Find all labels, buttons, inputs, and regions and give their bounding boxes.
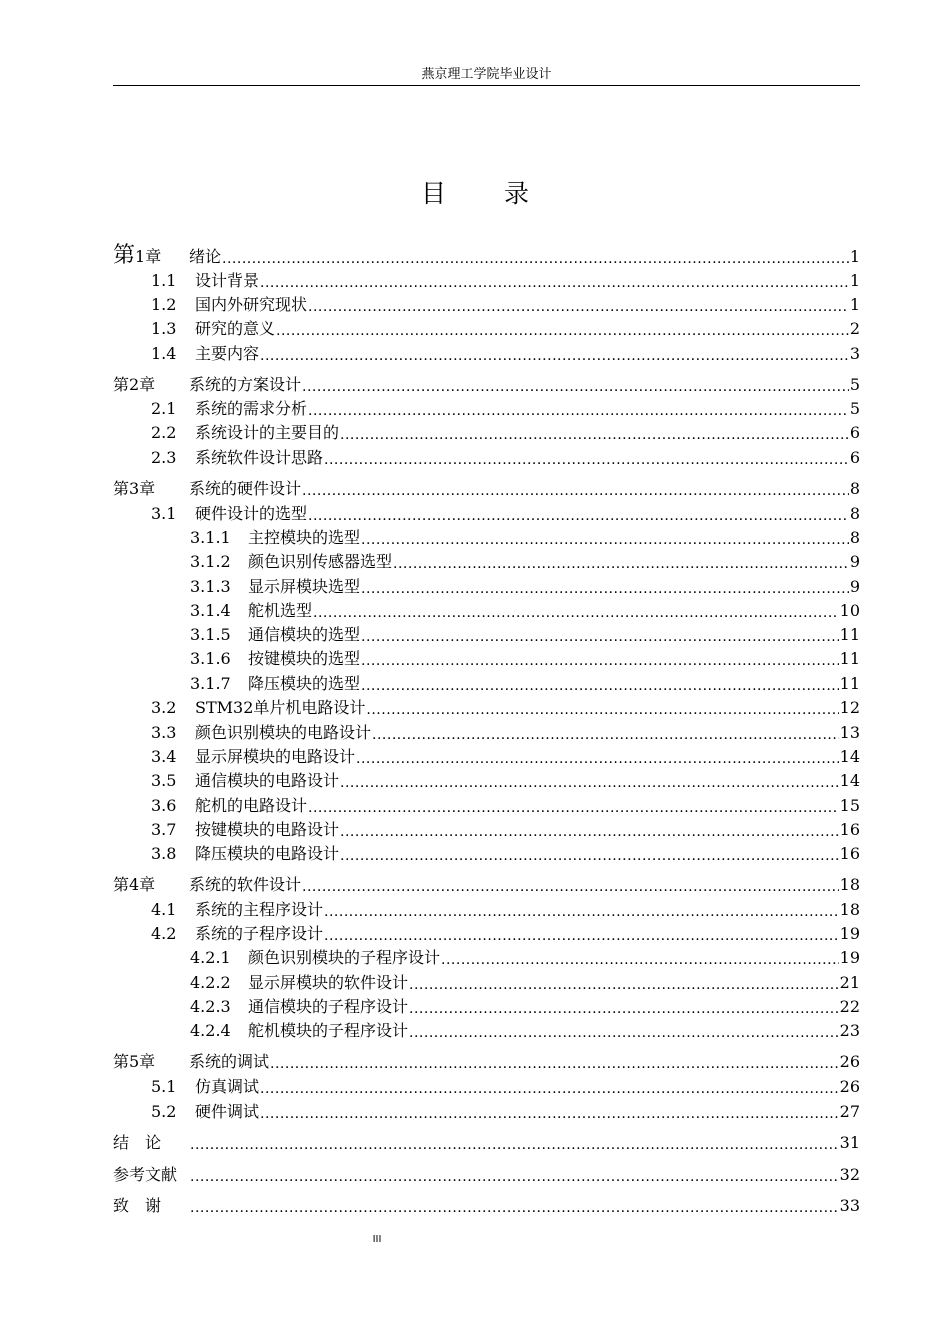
toc-entry-number: 5.1 [151,1077,177,1096]
toc-entry-page: 32 [839,1165,860,1184]
toc-entry[interactable] [113,577,860,597]
toc-entry-leader [340,844,839,864]
toc-entry-number-prefix: 第 [113,243,136,268]
toc-entry-leader [409,1021,839,1041]
toc-entry-number: 3.1.5 [190,625,231,644]
toc-entry[interactable] [113,448,860,468]
toc-entry-title: STM32单片机电路设计 [195,698,366,717]
toc-entry[interactable] [113,649,860,669]
toc-entry[interactable] [113,479,860,499]
toc-entry-leader [308,295,849,315]
toc-entry-leader [302,875,839,895]
toc-entry[interactable] [113,771,860,791]
toc-entry-page: 10 [839,601,860,620]
toc-entry-title: 显示屏模块的软件设计 [248,973,409,992]
toc-entry-title: 颜色识别模块的电路设计 [195,723,372,742]
toc-entry-number: 3.3 [151,723,177,742]
toc-entry-page: 27 [839,1102,860,1121]
toc-entry[interactable] [113,344,860,364]
toc-entry-leader [260,271,849,291]
toc-entry-leader [361,528,849,548]
toc-entry-leader [409,997,839,1017]
toc-entry-leader [260,344,849,364]
toc-entry[interactable] [113,973,860,993]
page-number: III [372,1234,382,1245]
toc-entry-leader [260,1077,839,1097]
toc-entry[interactable] [113,1102,860,1122]
toc-entry-page: 1 [849,247,860,266]
toc-entry-page: 3 [849,344,860,363]
toc-entry[interactable] [113,295,860,315]
toc-entry-number: 结 论 [113,1133,162,1152]
toc-entry-number: 4.2.4 [190,1021,231,1040]
toc-entry-title: 仿真调试 [195,1077,260,1096]
toc-entry-page: 5 [849,399,860,418]
toc-entry-leader [361,674,839,694]
toc-entry-page: 16 [839,820,860,839]
toc-entry-title: 通信模块的电路设计 [195,771,340,790]
toc-entry-title: 国内外研究现状 [195,295,308,314]
toc-entry-page: 8 [849,528,860,547]
toc-entry-title: 降压模块的选型 [248,674,361,693]
toc-entry-leader [372,723,839,743]
toc-entry-number [113,243,189,268]
toc-entry-page: 21 [839,973,860,992]
toc-entry-leader [340,771,839,791]
header-rule [113,85,860,86]
toc-entry-number: 4.2.1 [190,948,231,967]
toc-entry[interactable] [113,723,860,743]
toc-entry-number: 3.1.4 [190,601,231,620]
toc-entry-page: 9 [849,577,860,596]
toc-entry-title: 系统的硬件设计 [189,479,302,498]
toc-entry-page: 8 [849,504,860,523]
toc-entry-leader [308,504,849,524]
toc-entry[interactable] [113,1052,860,1072]
toc-entry-number: 3.1.2 [190,552,231,571]
toc-entry-leader [313,601,839,621]
toc-entry-page: 11 [839,625,860,644]
toc-entry-leader [324,448,849,468]
toc-entry-leader [324,900,839,920]
toc-entry[interactable] [113,900,860,920]
toc-entry-page: 1 [849,271,860,290]
toc-entry[interactable] [113,552,860,572]
toc-entry-page: 5 [849,375,860,394]
toc-entry-page: 18 [839,875,860,894]
toc-entry-leader [361,625,839,645]
toc-entry-leader [393,552,849,572]
toc-entry[interactable] [113,674,860,694]
toc-entry-title: 系统软件设计思路 [195,448,324,467]
toc-entry-number: 3.1.6 [190,649,231,668]
toc-entry-number: 3.1.3 [190,577,231,596]
toc-entry-number: 3.2 [151,698,177,717]
toc-entry-page: 14 [839,771,860,790]
toc-entry-page: 33 [839,1196,860,1215]
toc-entry-title: 舵机选型 [248,601,313,620]
toc-entry-number: 第5章 [113,1052,156,1071]
toc-entry-leader [409,973,839,993]
toc-entry[interactable] [113,924,860,944]
toc-entry-title: 按键模块的选型 [248,649,361,668]
toc-entry-title: 系统的主程序设计 [195,900,324,919]
toc-entry-page: 19 [839,948,860,967]
toc-entry-page: 22 [839,997,860,1016]
toc-entry-title: 通信模块的子程序设计 [248,997,409,1016]
toc-entry-title: 显示屏模块的电路设计 [195,747,356,766]
toc-entry-leader [270,1052,839,1072]
toc-entry[interactable] [113,997,860,1017]
toc-entry-leader [340,820,839,840]
toc-entry-number: 4.1 [151,900,177,919]
toc-entry-number: 致 谢 [113,1196,162,1215]
toc-entry-number-suffix: 1章 [135,247,162,266]
toc-entry-title: 研究的意义 [195,319,276,338]
toc-entry-page: 26 [839,1052,860,1071]
toc-entry-page: 6 [849,423,860,442]
toc-entry-leader [222,247,849,267]
toc-entry-number: 1.1 [151,271,177,290]
toc-entry-page: 16 [839,844,860,863]
toc-entry-title: 系统的方案设计 [189,375,302,394]
toc-entry-title: 系统的子程序设计 [195,924,324,943]
toc-entry-number: 3.1.1 [190,528,231,547]
toc-entry-page: 19 [839,924,860,943]
toc-entry-page: 1 [849,295,860,314]
toc-entry[interactable] [113,698,860,718]
toc-entry-number: 1.3 [151,319,177,338]
toc-entry-title: 系统的软件设计 [189,875,302,894]
toc-entry-leader [190,1133,839,1153]
toc-entry[interactable] [113,601,860,621]
toc-entry[interactable] [113,747,860,767]
toc-entry[interactable] [113,271,860,291]
toc-entry-number: 第3章 [113,479,156,498]
toc-entry-page: 13 [839,723,860,742]
toc-entry[interactable] [113,375,860,395]
toc-entry-number: 2.3 [151,448,177,467]
toc-entry-title: 舵机模块的子程序设计 [248,1021,409,1040]
toc-entry-number: 2.2 [151,423,177,442]
toc-entry-title: 颜色识别传感器选型 [248,552,393,571]
toc-entry-title: 显示屏模块选型 [248,577,361,596]
toc-entry-leader [276,319,849,339]
toc-entry-page: 6 [849,448,860,467]
toc-entry[interactable] [113,243,860,268]
toc-entry-number: 4.2.2 [190,973,231,992]
toc-entry-page: 9 [849,552,860,571]
toc-entry-title: 系统的调试 [189,1052,270,1071]
toc-entry-title: 绪论 [189,247,222,266]
toc-entry[interactable] [113,875,860,895]
toc-entry-leader [361,577,849,597]
toc-entry-leader [324,924,839,944]
toc-entry-title: 主控模块的选型 [248,528,361,547]
toc-entry-leader [441,948,839,968]
toc-entry[interactable] [113,625,860,645]
toc-entry[interactable] [113,1165,860,1185]
toc-entry-number: 第2章 [113,375,156,394]
toc-entry-number: 4.2 [151,924,177,943]
toc-entry[interactable] [113,528,860,548]
toc-entry[interactable] [113,820,860,840]
toc-entry-number: 参考文献 [113,1165,178,1184]
toc-entry-number: 3.7 [151,820,177,839]
toc-entry-leader [302,479,849,499]
toc-entry-leader [302,375,849,395]
toc-entry-leader [361,649,839,669]
toc-entry[interactable] [113,948,860,968]
toc-entry-title: 颜色识别模块的子程序设计 [248,948,441,967]
toc-entry-title: 硬件设计的选型 [195,504,308,523]
toc-entry-number: 3.4 [151,747,177,766]
toc-entry-title: 设计背景 [195,271,260,290]
toc-entry-title: 主要内容 [195,344,260,363]
toc-entry-page: 18 [839,900,860,919]
toc-entry-page: 8 [849,479,860,498]
toc-entry[interactable] [113,504,860,524]
toc-entry-title: 通信模块的选型 [248,625,361,644]
toc-entry-page: 15 [839,796,860,815]
toc-entry-number: 1.2 [151,295,177,314]
toc-entry-page: 11 [839,674,860,693]
toc-entry-page: 14 [839,747,860,766]
toc-entry-page: 11 [839,649,860,668]
toc-entry-leader [308,399,849,419]
toc-entry-leader [308,796,839,816]
toc-entry-page: 23 [839,1021,860,1040]
toc-entry-leader [340,423,849,443]
toc-entry[interactable] [113,423,860,443]
toc-entry-title: 按键模块的电路设计 [195,820,340,839]
toc-entry-number: 3.6 [151,796,177,815]
toc-entry-page: 2 [849,319,860,338]
toc-entry-page: 26 [839,1077,860,1096]
toc-title: 目录 [420,179,587,208]
toc-entry[interactable] [113,1196,860,1216]
toc-entry-title: 系统的需求分析 [195,399,308,418]
toc-entry-page: 12 [839,698,860,717]
toc-entry[interactable] [113,796,860,816]
toc-entry-number: 3.5 [151,771,177,790]
toc-entry[interactable] [113,399,860,419]
toc-entry-title: 降压模块的电路设计 [195,844,340,863]
toc-entry-number: 1.4 [151,344,177,363]
toc-entry-page: 31 [839,1133,860,1152]
toc-entry[interactable] [113,1133,860,1153]
toc-entry[interactable] [113,319,860,339]
toc-entry-number: 3.8 [151,844,177,863]
toc-entry-title: 舵机的电路设计 [195,796,308,815]
toc-entry-leader [190,1165,839,1185]
toc-entry-number: 第4章 [113,875,156,894]
toc-entry-number: 3.1.7 [190,674,231,693]
toc-entry-leader [356,747,839,767]
page-header: 燕京理工学院毕业设计 [421,67,552,82]
toc-entry[interactable] [113,844,860,864]
toc-entry-leader [366,698,838,718]
toc-entry-title: 系统设计的主要目的 [195,423,340,442]
toc-entry-leader [190,1196,839,1216]
toc-entry[interactable] [113,1021,860,1041]
toc-entry[interactable] [113,1077,860,1097]
toc-entry-leader [260,1102,839,1122]
toc-entry-title: 硬件调试 [195,1102,260,1121]
toc-entry-number: 4.2.3 [190,997,231,1016]
toc-entry-number: 5.2 [151,1102,177,1121]
toc-entry-number: 3.1 [151,504,177,523]
toc-entry-number: 2.1 [151,399,177,418]
